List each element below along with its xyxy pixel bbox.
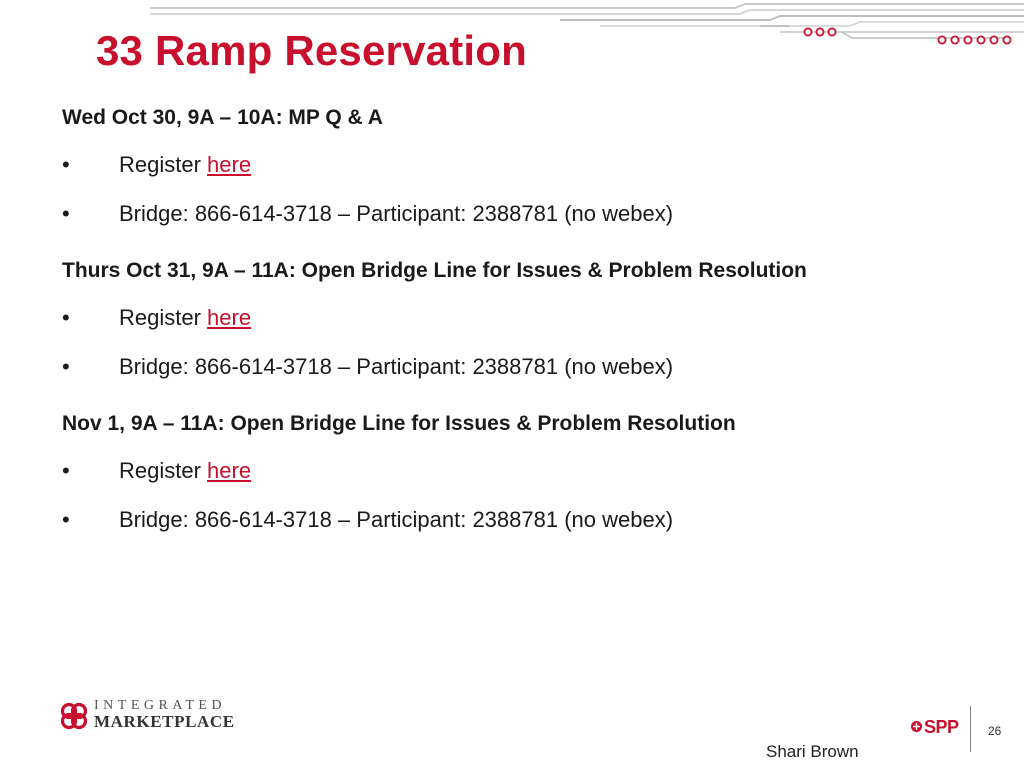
register-link[interactable]: here: [207, 152, 252, 177]
register-text: [119, 304, 251, 332]
bullet-icon: •: [62, 354, 70, 379]
register-bullet: [62, 304, 1002, 332]
bridge-info: Bridge: 866-614-3718 – Participant: 2388781 (no webex): [119, 354, 674, 379]
bridge-info: Bridge: 866-614-3718 – Participant: 2388781 (no webex): [119, 201, 674, 226]
integrated-marketplace-logo: [58, 698, 248, 738]
session-thurs-oct-31: [62, 257, 1002, 381]
register-label: Register: [119, 305, 208, 330]
register-text: [119, 151, 251, 179]
session-wed-oct-30: [62, 104, 1002, 228]
register-label: Register: [119, 152, 208, 177]
session-heading: Nov 1, 9A – 11A: Open Bridge Line for Issues & Problem Resolution: [62, 412, 736, 435]
bullet-icon: •: [62, 507, 70, 532]
bridge-bullet: [62, 200, 1002, 228]
bridge-bullet: [62, 506, 1002, 534]
bullet-icon: •: [62, 305, 70, 330]
bridge-bullet: [62, 353, 1002, 381]
logo-text-integrated: INTEGRATED: [94, 698, 227, 713]
spp-logo: [910, 714, 962, 744]
slide-content: [62, 104, 1002, 563]
register-label: Register: [119, 458, 208, 483]
spp-logo-text: SPP: [924, 717, 959, 737]
footer-divider: [970, 706, 971, 752]
bullet-icon: •: [62, 201, 70, 226]
marketplace-emblem-icon: [58, 700, 90, 732]
session-nov-1: [62, 410, 1002, 534]
register-bullet: [62, 151, 1002, 179]
logo-text-marketplace: MARKETPLACE: [94, 712, 235, 731]
spp-emblem-icon: [910, 720, 923, 733]
slide-title: 33 Ramp Reservation: [96, 27, 527, 74]
bullet-icon: •: [62, 152, 70, 177]
bridge-info: Bridge: 866-614-3718 – Participant: 2388781 (no webex): [119, 507, 674, 532]
session-heading: Wed Oct 30, 9A – 10A: MP Q & A: [62, 106, 383, 129]
register-bullet: [62, 457, 1002, 485]
bullet-icon: •: [62, 458, 70, 483]
session-heading: Thurs Oct 31, 9A – 11A: Open Bridge Line for Issues & Problem Resolution: [62, 259, 807, 282]
register-link[interactable]: here: [207, 458, 252, 483]
register-link[interactable]: here: [207, 305, 252, 330]
author-name: Shari Brown: [766, 742, 859, 761]
page-number: 26: [988, 724, 1002, 738]
register-text: [119, 457, 251, 485]
